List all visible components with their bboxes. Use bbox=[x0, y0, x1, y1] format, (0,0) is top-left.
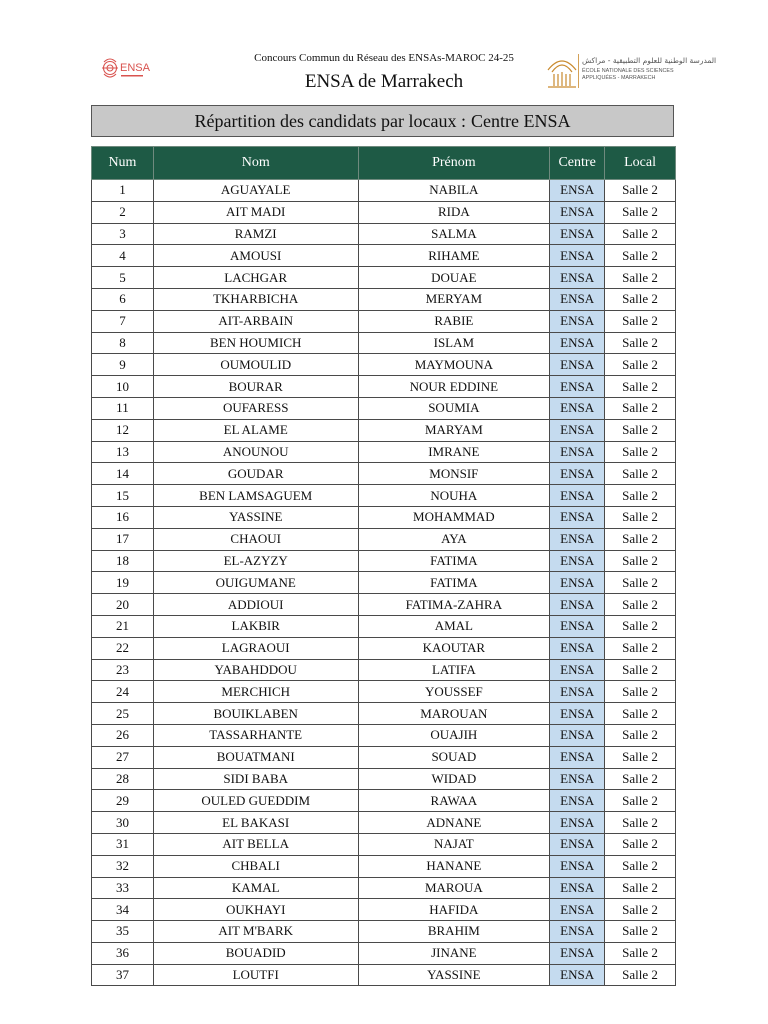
table-row bbox=[92, 572, 676, 594]
cell-nom: OULED GUEDDIM bbox=[153, 790, 358, 812]
cell-centre: ENSA bbox=[550, 855, 605, 877]
cell-centre: ENSA bbox=[550, 528, 605, 550]
cell-num: 18 bbox=[92, 550, 154, 572]
cell-prenom: NABILA bbox=[358, 180, 550, 202]
cell-local: Salle 2 bbox=[605, 572, 676, 594]
cell-local: Salle 2 bbox=[605, 921, 676, 943]
ensam-logo-french: ÉCOLE NATIONALE DES SCIENCES APPLIQUÉES - MARRAKECH bbox=[582, 68, 674, 81]
cell-num: 14 bbox=[92, 463, 154, 485]
cell-prenom: MAYMOUNA bbox=[358, 354, 550, 376]
cell-local: Salle 2 bbox=[605, 659, 676, 681]
cell-prenom: LATIFA bbox=[358, 659, 550, 681]
cell-local: Salle 2 bbox=[605, 310, 676, 332]
cell-nom: TKHARBICHA bbox=[153, 288, 358, 310]
cell-prenom: MERYAM bbox=[358, 288, 550, 310]
cell-prenom: MONSIF bbox=[358, 463, 550, 485]
table-row bbox=[92, 267, 676, 289]
candidates-table bbox=[91, 146, 676, 986]
col-header-local: Local bbox=[605, 147, 676, 180]
cell-local: Salle 2 bbox=[605, 528, 676, 550]
cell-num: 19 bbox=[92, 572, 154, 594]
cell-nom: AIT MADI bbox=[153, 201, 358, 223]
cell-prenom: JINANE bbox=[358, 942, 550, 964]
table-row bbox=[92, 899, 676, 921]
cell-num: 31 bbox=[92, 833, 154, 855]
cell-local: Salle 2 bbox=[605, 288, 676, 310]
cell-centre: ENSA bbox=[550, 485, 605, 507]
cell-nom: EL-AZYZY bbox=[153, 550, 358, 572]
cell-local: Salle 2 bbox=[605, 703, 676, 725]
table-row bbox=[92, 942, 676, 964]
cell-centre: ENSA bbox=[550, 615, 605, 637]
cell-centre: ENSA bbox=[550, 942, 605, 964]
cell-centre: ENSA bbox=[550, 637, 605, 659]
table-row bbox=[92, 746, 676, 768]
table-row bbox=[92, 768, 676, 790]
cell-num: 20 bbox=[92, 594, 154, 616]
cell-local: Salle 2 bbox=[605, 550, 676, 572]
cell-num: 30 bbox=[92, 812, 154, 834]
cell-local: Salle 2 bbox=[605, 376, 676, 398]
cell-num: 32 bbox=[92, 855, 154, 877]
cell-num: 3 bbox=[92, 223, 154, 245]
table-row bbox=[92, 245, 676, 267]
cell-centre: ENSA bbox=[550, 332, 605, 354]
cell-nom: OUFARESS bbox=[153, 397, 358, 419]
cell-local: Salle 2 bbox=[605, 768, 676, 790]
col-header-nom: Nom bbox=[153, 147, 358, 180]
cell-nom: CHAOUI bbox=[153, 528, 358, 550]
table-row bbox=[92, 376, 676, 398]
cell-num: 26 bbox=[92, 724, 154, 746]
cell-centre: ENSA bbox=[550, 724, 605, 746]
cell-centre: ENSA bbox=[550, 201, 605, 223]
cell-nom: OUIGUMANE bbox=[153, 572, 358, 594]
cell-prenom: FATIMA bbox=[358, 572, 550, 594]
table-header-row bbox=[92, 147, 676, 180]
cell-nom: GOUDAR bbox=[153, 463, 358, 485]
cell-local: Salle 2 bbox=[605, 419, 676, 441]
cell-centre: ENSA bbox=[550, 245, 605, 267]
cell-centre: ENSA bbox=[550, 180, 605, 202]
cell-prenom: FATIMA-ZAHRA bbox=[358, 594, 550, 616]
cell-prenom: RIDA bbox=[358, 201, 550, 223]
cell-centre: ENSA bbox=[550, 877, 605, 899]
cell-num: 6 bbox=[92, 288, 154, 310]
cell-local: Salle 2 bbox=[605, 637, 676, 659]
cell-prenom: FATIMA bbox=[358, 550, 550, 572]
cell-nom: MERCHICH bbox=[153, 681, 358, 703]
cell-nom: ANOUNOU bbox=[153, 441, 358, 463]
cell-local: Salle 2 bbox=[605, 223, 676, 245]
table-row bbox=[92, 964, 676, 986]
cell-centre: ENSA bbox=[550, 746, 605, 768]
table-row bbox=[92, 855, 676, 877]
cell-prenom: AMAL bbox=[358, 615, 550, 637]
cell-prenom: YASSINE bbox=[358, 964, 550, 986]
cell-num: 27 bbox=[92, 746, 154, 768]
table-row bbox=[92, 921, 676, 943]
cell-centre: ENSA bbox=[550, 397, 605, 419]
table-row bbox=[92, 397, 676, 419]
table-row bbox=[92, 877, 676, 899]
page-header bbox=[0, 0, 768, 100]
table-row bbox=[92, 419, 676, 441]
cell-local: Salle 2 bbox=[605, 899, 676, 921]
cell-local: Salle 2 bbox=[605, 245, 676, 267]
cell-nom: BOUIKLABEN bbox=[153, 703, 358, 725]
table-row bbox=[92, 528, 676, 550]
cell-local: Salle 2 bbox=[605, 812, 676, 834]
cell-local: Salle 2 bbox=[605, 746, 676, 768]
cell-local: Salle 2 bbox=[605, 833, 676, 855]
cell-local: Salle 2 bbox=[605, 964, 676, 986]
table-row bbox=[92, 659, 676, 681]
cell-nom: CHBALI bbox=[153, 855, 358, 877]
cell-nom: BOUATMANI bbox=[153, 746, 358, 768]
cell-centre: ENSA bbox=[550, 463, 605, 485]
table-row bbox=[92, 790, 676, 812]
banner-prefix: Répartition des candidats par locaux : bbox=[194, 110, 466, 131]
cell-local: Salle 2 bbox=[605, 855, 676, 877]
cell-nom: BEN HOUMICH bbox=[153, 332, 358, 354]
cell-local: Salle 2 bbox=[605, 201, 676, 223]
cell-num: 17 bbox=[92, 528, 154, 550]
cell-nom: SIDI BABA bbox=[153, 768, 358, 790]
cell-prenom: AYA bbox=[358, 528, 550, 550]
cell-nom: LOUTFI bbox=[153, 964, 358, 986]
cell-nom: EL BAKASI bbox=[153, 812, 358, 834]
cell-local: Salle 2 bbox=[605, 506, 676, 528]
cell-centre: ENSA bbox=[550, 899, 605, 921]
banner-centre: Centre ENSA bbox=[470, 110, 571, 131]
table-row bbox=[92, 550, 676, 572]
table-row bbox=[92, 332, 676, 354]
cell-nom: BEN LAMSAGUEM bbox=[153, 485, 358, 507]
cell-num: 25 bbox=[92, 703, 154, 725]
cell-num: 7 bbox=[92, 310, 154, 332]
cell-num: 2 bbox=[92, 201, 154, 223]
cell-num: 9 bbox=[92, 354, 154, 376]
cell-local: Salle 2 bbox=[605, 463, 676, 485]
cell-num: 4 bbox=[92, 245, 154, 267]
cell-num: 33 bbox=[92, 877, 154, 899]
cell-num: 10 bbox=[92, 376, 154, 398]
table-row bbox=[92, 180, 676, 202]
cell-prenom: MARYAM bbox=[358, 419, 550, 441]
cell-local: Salle 2 bbox=[605, 332, 676, 354]
table-row bbox=[92, 506, 676, 528]
col-header-prenom: Prénom bbox=[358, 147, 550, 180]
table-row bbox=[92, 288, 676, 310]
cell-nom: OUMOULID bbox=[153, 354, 358, 376]
cell-num: 11 bbox=[92, 397, 154, 419]
table-row bbox=[92, 223, 676, 245]
cell-num: 36 bbox=[92, 942, 154, 964]
cell-centre: ENSA bbox=[550, 703, 605, 725]
title-banner bbox=[91, 105, 674, 137]
cell-num: 37 bbox=[92, 964, 154, 986]
cell-local: Salle 2 bbox=[605, 877, 676, 899]
cell-num: 8 bbox=[92, 332, 154, 354]
cell-prenom: WIDAD bbox=[358, 768, 550, 790]
cell-local: Salle 2 bbox=[605, 180, 676, 202]
ensa-logo-text: ENSA bbox=[120, 62, 150, 74]
cell-prenom: BRAHIM bbox=[358, 921, 550, 943]
cell-centre: ENSA bbox=[550, 812, 605, 834]
cell-num: 15 bbox=[92, 485, 154, 507]
table-row bbox=[92, 637, 676, 659]
school-name: ENSA de Marrakech bbox=[304, 71, 464, 92]
cell-prenom: NAJAT bbox=[358, 833, 550, 855]
cell-local: Salle 2 bbox=[605, 681, 676, 703]
cell-nom: BOUADID bbox=[153, 942, 358, 964]
cell-prenom: RABIE bbox=[358, 310, 550, 332]
cell-num: 23 bbox=[92, 659, 154, 681]
table-row bbox=[92, 441, 676, 463]
cell-num: 24 bbox=[92, 681, 154, 703]
cell-centre: ENSA bbox=[550, 506, 605, 528]
cell-num: 21 bbox=[92, 615, 154, 637]
cell-local: Salle 2 bbox=[605, 354, 676, 376]
cell-nom: BOURAR bbox=[153, 376, 358, 398]
table-row bbox=[92, 724, 676, 746]
cell-prenom: ISLAM bbox=[358, 332, 550, 354]
cell-prenom: SALMA bbox=[358, 223, 550, 245]
cell-nom: YASSINE bbox=[153, 506, 358, 528]
cell-nom: RAMZI bbox=[153, 223, 358, 245]
cell-centre: ENSA bbox=[550, 288, 605, 310]
table-body bbox=[92, 180, 676, 986]
cell-centre: ENSA bbox=[550, 572, 605, 594]
cell-num: 16 bbox=[92, 506, 154, 528]
table-row bbox=[92, 703, 676, 725]
cell-nom: LAGRAOUI bbox=[153, 637, 358, 659]
cell-local: Salle 2 bbox=[605, 942, 676, 964]
cell-centre: ENSA bbox=[550, 267, 605, 289]
table-row bbox=[92, 201, 676, 223]
cell-prenom: MAROUAN bbox=[358, 703, 550, 725]
cell-local: Salle 2 bbox=[605, 397, 676, 419]
cell-nom: AIT BELLA bbox=[153, 833, 358, 855]
cell-prenom: MOHAMMAD bbox=[358, 506, 550, 528]
cell-local: Salle 2 bbox=[605, 615, 676, 637]
cell-nom: AIT-ARBAIN bbox=[153, 310, 358, 332]
cell-prenom: YOUSSEF bbox=[358, 681, 550, 703]
cell-centre: ENSA bbox=[550, 833, 605, 855]
cell-nom: YABAHDDOU bbox=[153, 659, 358, 681]
cell-centre: ENSA bbox=[550, 964, 605, 986]
cell-nom: ADDIOUI bbox=[153, 594, 358, 616]
cell-prenom: RIHAME bbox=[358, 245, 550, 267]
cell-num: 29 bbox=[92, 790, 154, 812]
cell-centre: ENSA bbox=[550, 594, 605, 616]
cell-nom: AIT M'BARK bbox=[153, 921, 358, 943]
table-row bbox=[92, 833, 676, 855]
cell-centre: ENSA bbox=[550, 550, 605, 572]
cell-prenom: ADNANE bbox=[358, 812, 550, 834]
cell-centre: ENSA bbox=[550, 659, 605, 681]
cell-prenom: SOUMIA bbox=[358, 397, 550, 419]
cell-nom: TASSARHANTE bbox=[153, 724, 358, 746]
cell-prenom: RAWAA bbox=[358, 790, 550, 812]
cell-nom: KAMAL bbox=[153, 877, 358, 899]
table-row bbox=[92, 812, 676, 834]
cell-prenom: NOUHA bbox=[358, 485, 550, 507]
cell-nom: EL ALAME bbox=[153, 419, 358, 441]
table-row bbox=[92, 485, 676, 507]
cell-prenom: NOUR EDDINE bbox=[358, 376, 550, 398]
cell-num: 22 bbox=[92, 637, 154, 659]
cell-num: 34 bbox=[92, 899, 154, 921]
cell-nom: LAKBIR bbox=[153, 615, 358, 637]
table-row bbox=[92, 354, 676, 376]
cell-centre: ENSA bbox=[550, 681, 605, 703]
cell-num: 13 bbox=[92, 441, 154, 463]
cell-prenom: OUAJIH bbox=[358, 724, 550, 746]
cell-prenom: MAROUA bbox=[358, 877, 550, 899]
cell-local: Salle 2 bbox=[605, 485, 676, 507]
cell-centre: ENSA bbox=[550, 310, 605, 332]
cell-nom: LACHGAR bbox=[153, 267, 358, 289]
cell-centre: ENSA bbox=[550, 768, 605, 790]
cell-centre: ENSA bbox=[550, 419, 605, 441]
cell-local: Salle 2 bbox=[605, 724, 676, 746]
table-row bbox=[92, 463, 676, 485]
cell-prenom: KAOUTAR bbox=[358, 637, 550, 659]
contest-title: Concours Commun du Réseau des ENSAs-MAROC 24-25 bbox=[254, 52, 514, 64]
cell-num: 5 bbox=[92, 267, 154, 289]
ensam-logo bbox=[544, 50, 717, 94]
cell-centre: ENSA bbox=[550, 354, 605, 376]
cell-num: 12 bbox=[92, 419, 154, 441]
cell-centre: ENSA bbox=[550, 376, 605, 398]
table-row bbox=[92, 310, 676, 332]
cell-local: Salle 2 bbox=[605, 441, 676, 463]
cell-prenom: HAFIDA bbox=[358, 899, 550, 921]
cell-local: Salle 2 bbox=[605, 790, 676, 812]
col-header-centre: Centre bbox=[550, 147, 605, 180]
cell-centre: ENSA bbox=[550, 223, 605, 245]
cell-prenom: HANANE bbox=[358, 855, 550, 877]
cell-nom: AMOUSI bbox=[153, 245, 358, 267]
cell-centre: ENSA bbox=[550, 790, 605, 812]
cell-num: 1 bbox=[92, 180, 154, 202]
table-row bbox=[92, 681, 676, 703]
cell-nom: AGUAYALE bbox=[153, 180, 358, 202]
ensam-logo-arabic: المدرسة الوطنية للعلوم التطبيقية - مراكش bbox=[582, 56, 717, 65]
cell-nom: OUKHAYI bbox=[153, 899, 358, 921]
cell-centre: ENSA bbox=[550, 921, 605, 943]
cell-num: 28 bbox=[92, 768, 154, 790]
table-row bbox=[92, 615, 676, 637]
cell-prenom: IMRANE bbox=[358, 441, 550, 463]
cell-num: 35 bbox=[92, 921, 154, 943]
cell-local: Salle 2 bbox=[605, 594, 676, 616]
cell-centre: ENSA bbox=[550, 441, 605, 463]
cell-local: Salle 2 bbox=[605, 267, 676, 289]
col-header-num: Num bbox=[92, 147, 154, 180]
table-row bbox=[92, 594, 676, 616]
cell-prenom: DOUAE bbox=[358, 267, 550, 289]
cell-prenom: SOUAD bbox=[358, 746, 550, 768]
